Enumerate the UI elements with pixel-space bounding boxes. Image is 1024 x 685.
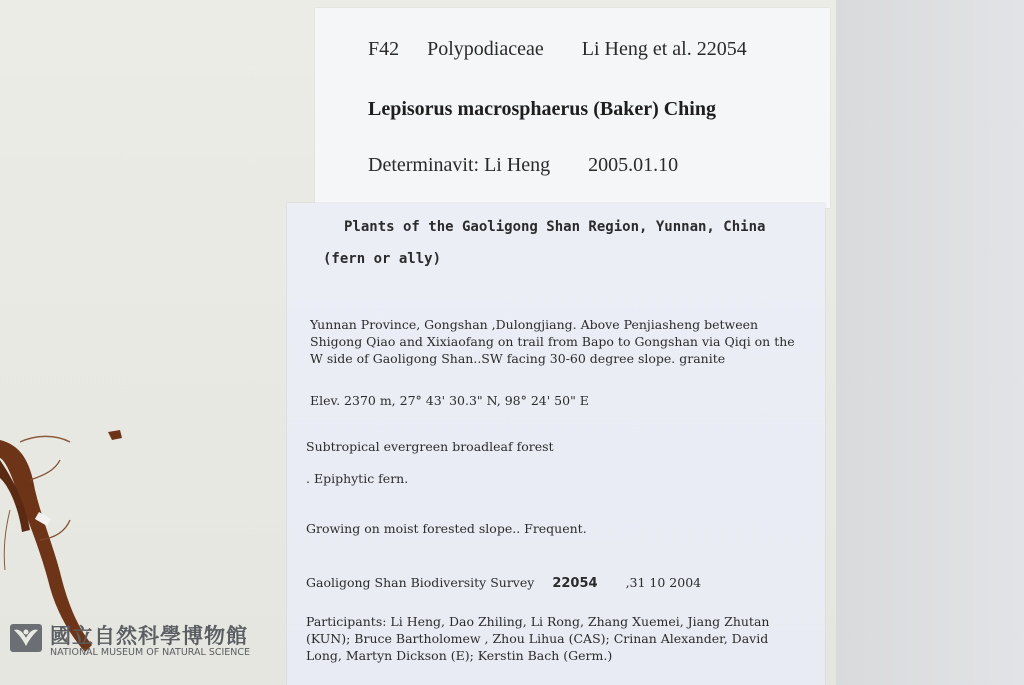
- survey-line: [306, 575, 701, 591]
- determination-date: 2005.01.10: [588, 154, 679, 176]
- determiner: Determinavit: Li Heng: [368, 154, 551, 176]
- family-code: F42: [368, 38, 400, 60]
- collection-date: ,31 10 2004: [625, 575, 702, 590]
- collection-number: 22054: [552, 576, 598, 591]
- note-text: . Epiphytic fern.: [306, 471, 409, 486]
- background-board: [836, 0, 1024, 685]
- label-subheading: (fern or ally): [323, 251, 442, 267]
- habitat-text: Subtropical evergreen broadleaf forest: [306, 439, 554, 454]
- museum-logo-icon: [10, 624, 42, 652]
- participants-text: Participants: Li Heng, Dao Zhiling, Li Rong, Zhang Xuemei, Jiang Zhutan (KUN); Bruce Bartholomew , Zhou Lihua (CAS); Crinan Alexander, David Long, Martyn Dickson (E); Kerstin Bach (Germ.): [306, 614, 770, 663]
- determination-label: [315, 8, 830, 208]
- species-name: Lepisorus macrosphaerus (Baker) Ching: [368, 98, 716, 120]
- family-line: [368, 38, 775, 61]
- elevation-text: Elev. 2370 m, 27° 43' 30.3" N, 98° 24' 50" E: [310, 393, 589, 408]
- family-name: Polypodiaceae: [427, 38, 544, 60]
- museum-name-chinese: 國立自然科學博物館: [50, 624, 248, 648]
- determination-line: [368, 154, 678, 177]
- collection-label: [287, 203, 825, 685]
- museum-logo: [10, 620, 280, 660]
- collector-ref: Li Heng et al. 22054: [581, 38, 747, 60]
- label-heading: Plants of the Gaoligong Shan Region, Yunnan, China: [344, 219, 766, 235]
- survey-name: Gaoligong Shan Biodiversity Survey: [306, 575, 535, 590]
- museum-name-english: NATIONAL MUSEUM OF NATURAL SCIENCE: [50, 647, 251, 658]
- locality-text: Yunnan Province, Gongshan ,Dulongjiang. Above Penjiasheng between Shigong Qiao and Xixiaofang on trail from Bapo to Gongshan via Qiqi on the W side of Gaoligong Shan..SW facing 30-60 degree slope. granite: [310, 317, 795, 366]
- growing-text: Growing on moist forested slope.. Frequent.: [306, 521, 587, 536]
